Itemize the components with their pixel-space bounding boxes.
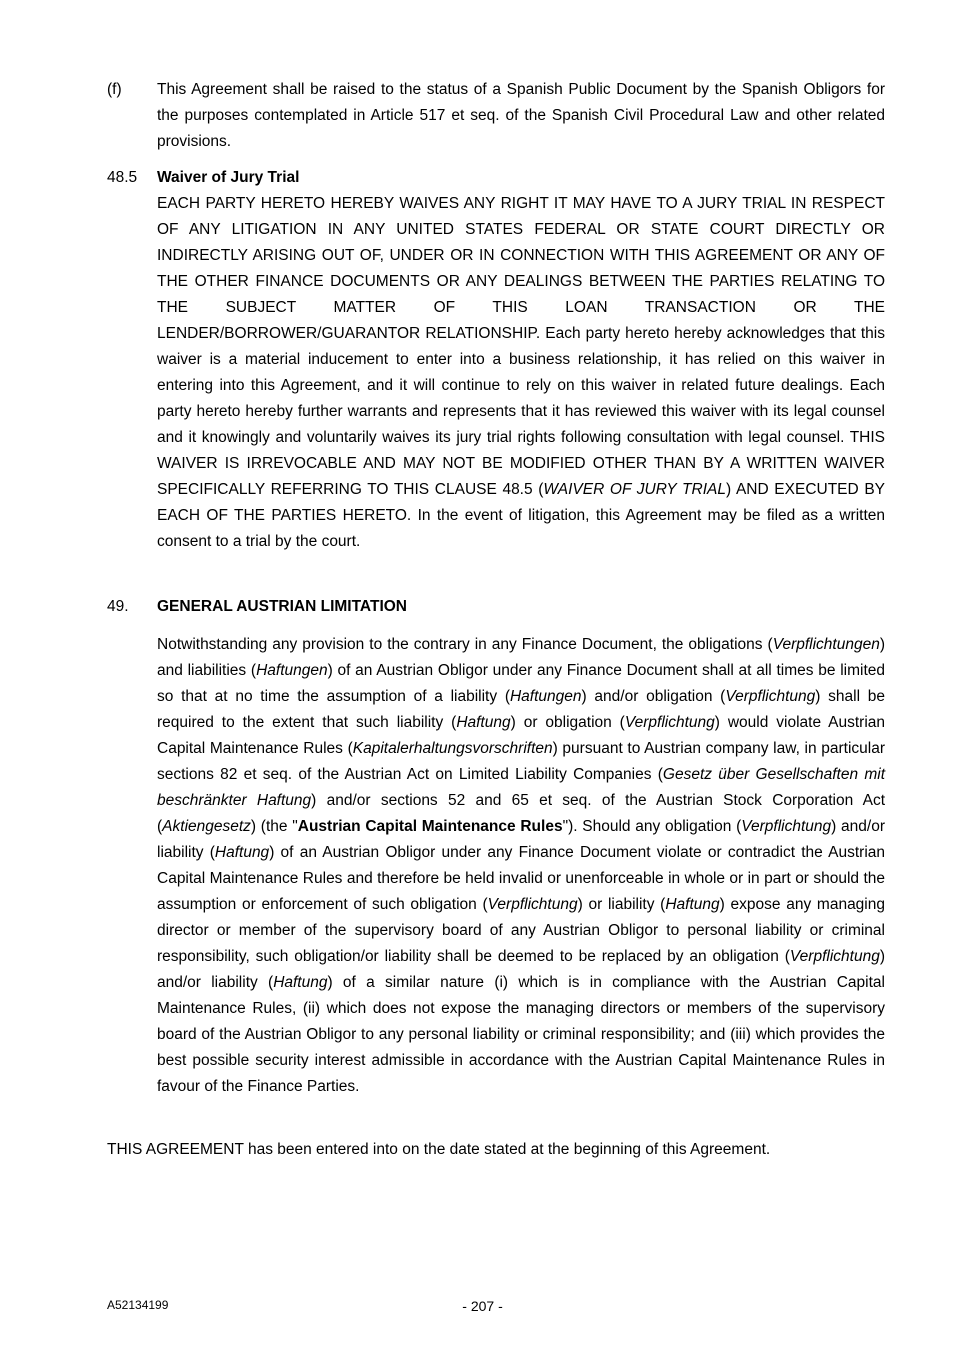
text-segment: ) (the " <box>250 818 298 835</box>
text-segment-italic: Aktiengesetz <box>162 818 251 835</box>
text-segment: ) expose any managing director or member of the supervisory board of any Austrian Obligor to personal liability or criminal responsibility, such obligation/or liability shall be deemed to be replaced by an obligation ( <box>157 896 885 965</box>
text-segment-italic: Haftung <box>665 896 720 913</box>
clause-f <box>107 77 885 155</box>
defined-term: Austrian Capital Maintenance Rules <box>297 818 563 835</box>
text-segment-italic: Verpflichtung <box>725 688 816 705</box>
text-segment-italic: Haftung <box>214 844 270 861</box>
text-segment: ) and/or liability ( <box>157 818 885 861</box>
text-segment: ) and liabilities ( <box>157 636 885 679</box>
text-segment: ) or obligation ( <box>510 714 625 731</box>
text-segment: Notwithstanding any provision to the contrary in any Finance Document, the obligations ( <box>157 636 773 653</box>
clause-49 <box>107 594 885 1100</box>
clause-48-5 <box>107 165 885 555</box>
text-segment: ) would violate Austrian Capital Maintenance Rules ( <box>157 714 886 757</box>
text-segment: ) of a similar nature (i) which is in compliance with the Austrian Capital Maintenance Rules, (ii) which does not expose the managing directors or members of the supervisory board of the Austrian Obligor to any personal liability or criminal responsibility; and (iii) which provides the best possible security interest admissible in accordance with the Austrian Capital Maintenance Rules in favour of the Finance Parties. <box>157 974 885 1095</box>
clause-text <box>157 632 885 1100</box>
clause-heading: GENERAL AUSTRIAN LIMITATION <box>157 598 407 615</box>
clause-heading: Waiver of Jury Trial <box>157 169 300 186</box>
text-segment-italic: Verpflichtung <box>741 818 832 835</box>
clause-number: (f) <box>107 81 122 98</box>
text-segment-italic: Haftungen <box>509 688 582 705</box>
text-segment: ) of an Austrian Obligor under any Finance Document violate or contradict the Austrian Capital Maintenance Rules and therefore be held invalid or unenforceable in whole or in part or should the assumption or enforcement of such obligation ( <box>157 844 885 913</box>
text-segment: ) AND EXECUTED BY EACH OF THE PARTIES HERETO. In the event of litigation, this Agreement may be filed as a written consent to a trial by the court. <box>157 481 886 550</box>
text-segment: ) and/or sections 52 and 65 et seq. of the Austrian Stock Corporation Act ( <box>157 792 886 835</box>
text-segment: ) shall be required to the extent that such liability ( <box>157 688 885 731</box>
text-segment-italic: Kapitalerhaltungsvorschriften <box>352 740 553 757</box>
clause-text: This Agreement shall be raised to the status of a Spanish Public Document by the Spanish Obligors for the purposes contemplated in Article 517 et seq. of the Spanish Civil Procedural Law and other related provisions. <box>157 81 885 150</box>
text-segment-italic: Verpflichtung <box>789 948 880 965</box>
clause-number: 48.5 <box>107 169 138 186</box>
text-segment-italic: Haftungen <box>256 662 328 679</box>
text-segment: "). Should any obligation ( <box>562 818 742 835</box>
text-segment-italic: Verpflichtungen <box>772 636 880 653</box>
text-segment-italic: Haftung <box>273 974 328 991</box>
text-segment: ) and/or liability ( <box>157 948 885 991</box>
text-segment-italic: WAIVER OF JURY TRIAL <box>543 481 726 498</box>
text-segment: ) or liability ( <box>577 896 666 913</box>
text-segment: ) and/or obligation ( <box>581 688 726 705</box>
document-reference: A52134199 <box>107 1298 169 1312</box>
text-segment: ) pursuant to Austrian company law, in particular sections 82 et seq. of the Austrian Act on Limited Liability Companies ( <box>157 740 885 783</box>
clause-number: 49. <box>107 598 129 615</box>
text-segment: ) of an Austrian Obligor under any Finance Document shall at all times be limited so that at no time the assumption of a liability ( <box>157 662 885 705</box>
text-segment-italic: Gesetz über Gesellschaften mit beschränkter Haftung <box>157 766 885 809</box>
text-segment-italic: Verpflichtung <box>487 896 578 913</box>
clause-text <box>157 191 885 555</box>
text-segment-italic: Haftung <box>456 714 511 731</box>
closing-statement: THIS AGREEMENT has been entered into on the date stated at the beginning of this Agreement. <box>107 1141 771 1158</box>
text-segment: EACH PARTY HERETO HEREBY WAIVES ANY RIGHT IT MAY HAVE TO A JURY TRIAL IN RESPECT OF ANY LITIGATION IN ANY UNITED STATES FEDERAL OR STATE COURT DIRECTLY OR INDIRECTLY ARISING OUT OF, UNDER OR IN CONNECTION WITH THIS AGREEMENT OR ANY OF THE OTHER FINANCE DOCUMENTS OR ANY DEALINGS BETWEEN THE PARTIES RELATING TO THE SUBJECT MATTER OF THIS LOAN TRANSACTION OR THE LENDER/BORROWER/GUARANTOR RELATIONSHIP. Each party hereto hereby acknowledges that this waiver is a material inducement to enter into a business relationship, it has relied on this waiver in entering into this Agreement, and it will continue to rely on this waiver in related future dealings. Each party hereto hereby further warrants and represents that it has reviewed this waiver with its legal counsel and it knowingly and voluntarily waives its jury trial rights following consultation with legal counsel. THIS WAIVER IS IRREVOCABLE AND MAY NOT BE MODIFIED OTHER THAN BY A WRITTEN WAIVER SPECIFICALLY REFERRING TO THIS CLAUSE 48.5 ( <box>157 195 885 498</box>
page-number: - 207 - <box>462 1298 503 1314</box>
text-segment-italic: Verpflichtung <box>624 714 715 731</box>
